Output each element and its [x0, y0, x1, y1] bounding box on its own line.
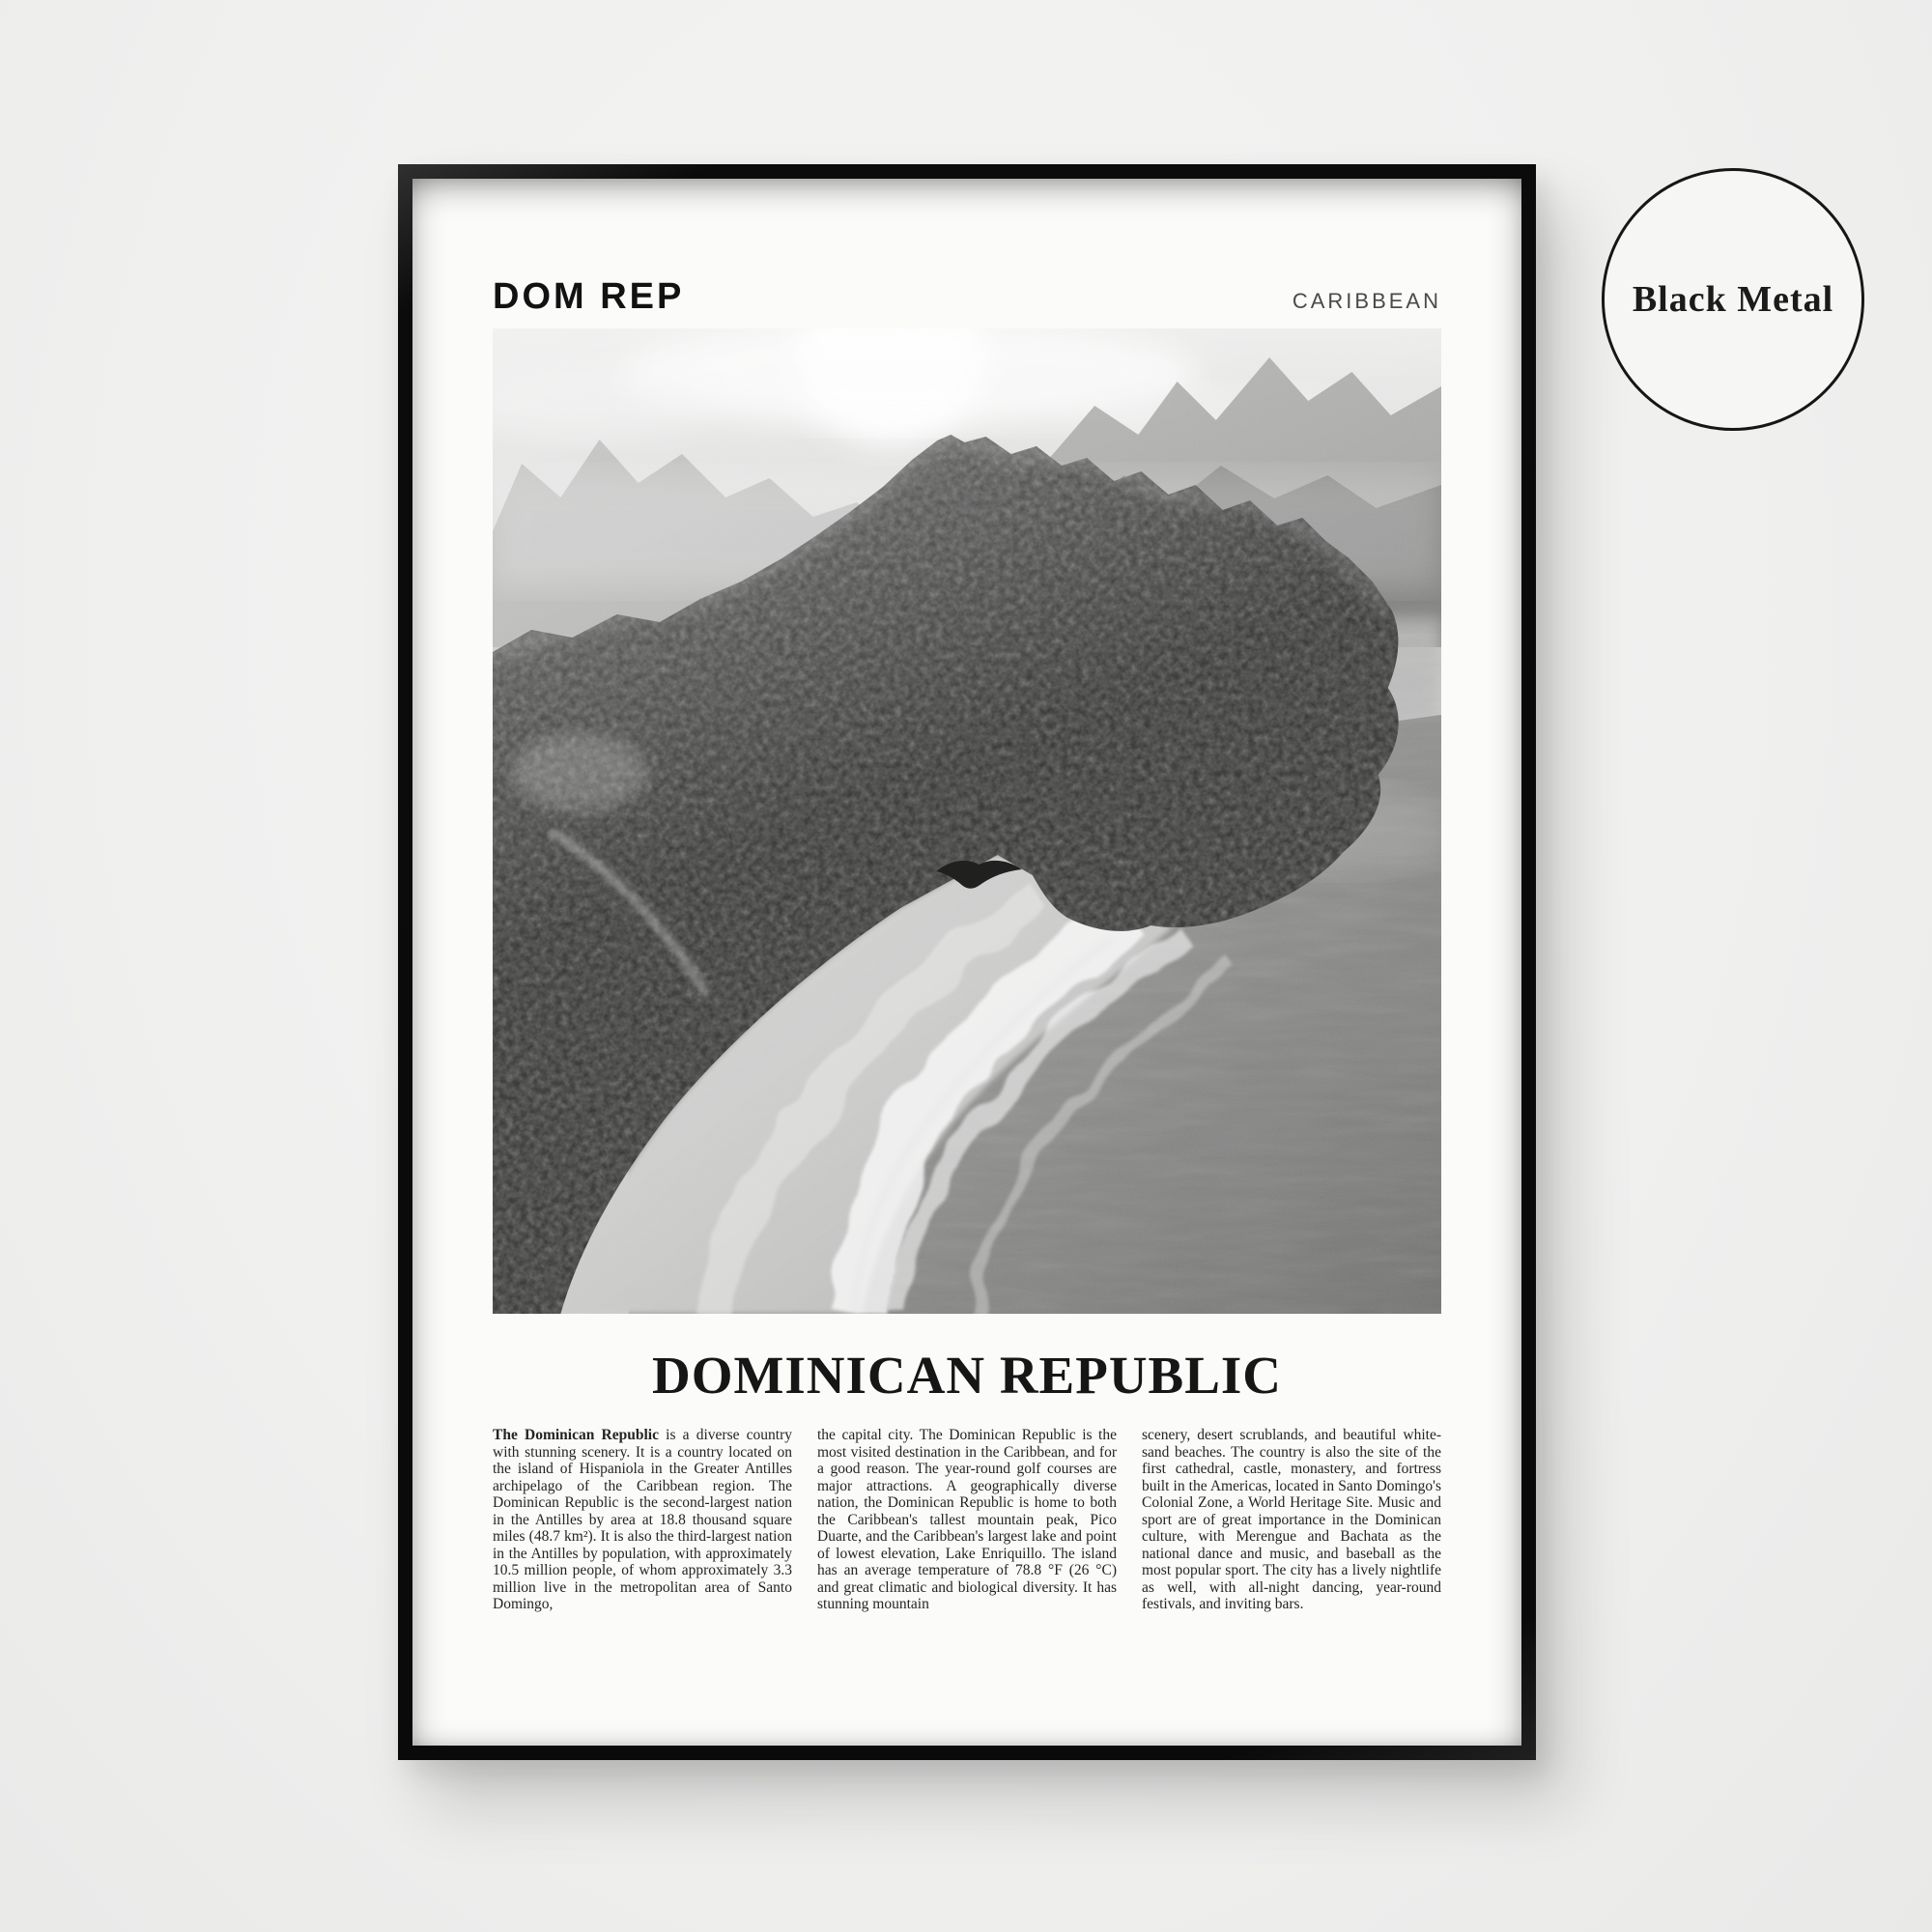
- body-column-2: the capital city. The Dominican Republic is the most visited destination in the Caribbean, and for a good reason. The year-round golf courses are major attractions. A geographically diverse nation, the Dominican Republic is home to both the Caribbean's tallest mountain peak, Pico Duarte, and the Caribbean's largest lake and point of lowest elevation, Lake Enriquillo. The island has an average temperature of 78.8 °F (26 °C) and great climatic and biological diversity. It has stunning mountain: [817, 1427, 1117, 1612]
- poster: [412, 179, 1521, 1746]
- poster-frame: [398, 164, 1536, 1760]
- poster-photo: [493, 328, 1441, 1314]
- poster-header: [493, 278, 1441, 315]
- photo-light-and-grain: [493, 328, 1441, 1314]
- frame-style-badge: [1602, 168, 1864, 431]
- poster-title: DOMINICAN REPUBLIC: [651, 1346, 1283, 1405]
- body-column-3: scenery, desert scrublands, and beautiful white-sand beaches. The country is also the site of the first cathedral, castle, monastery, and fortress built in the Americas, located in Santo Domingo's Colonial Zone, a World Heritage Site. Music and sport are of great importance in the Dominican culture, with Merengue and Bachata as the national dance and music, and baseball as the most popular sport. The city has a lively nightlife as well, with all-night dancing, year-round festivals, and inviting bars.: [1142, 1427, 1441, 1612]
- body-column-1: [493, 1427, 792, 1613]
- poster-kicker-country: DOM REP: [493, 276, 685, 317]
- body-lead: The Dominican Republic: [493, 1427, 659, 1443]
- badge-label: Black Metal: [1632, 279, 1834, 320]
- poster-kicker-region: CARIBBEAN: [1292, 289, 1441, 313]
- poster-body: [493, 1427, 1441, 1613]
- body-column-1-text: is a diverse country with stunning scenery. It is a country located on the island of Hispaniola in the Greater Antilles archipelago of the Caribbean region. The Dominican Republic is the second-largest nation in the Antilles by area at 18.8 thousand square miles (48.7 km²). It is also the third-largest nation in the Antilles by population, with approximately 10.5 million people, of whom approximately 3.3 million live in the metropolitan area of Santo Domingo,: [493, 1427, 793, 1612]
